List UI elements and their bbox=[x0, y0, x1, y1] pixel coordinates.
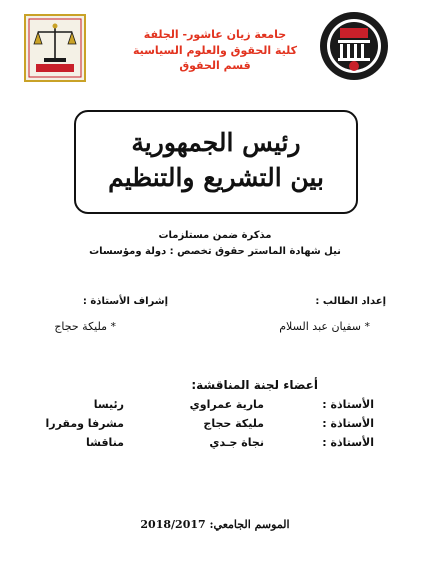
member-title: الأستاذة : bbox=[322, 436, 374, 449]
prepared-by-label: إعداد الطالب : bbox=[315, 296, 386, 307]
member-name: مليكة حجاج bbox=[203, 417, 264, 430]
memo-line2: نيل شهادة الماستر حقوق تخصص : دولة ومؤسسات bbox=[89, 246, 341, 257]
member-role: مناقشا bbox=[86, 436, 124, 449]
university-seal-icon bbox=[318, 10, 390, 82]
member-title: الأستاذة : bbox=[322, 398, 374, 411]
committee-row bbox=[44, 398, 374, 414]
university-name: جامعة زيان عاشور- الجلفة bbox=[143, 28, 287, 41]
title-frame bbox=[74, 110, 358, 214]
member-role: مشرفا ومقررا bbox=[45, 417, 124, 430]
faculty-emblem-icon bbox=[24, 14, 86, 82]
supervision-label: إشراف الأستاذة : bbox=[82, 296, 168, 307]
member-name: نجاة جـدي bbox=[209, 436, 264, 449]
faculty-name: كلية الحقوق والعلوم السياسية bbox=[132, 44, 298, 57]
member-role: رئيسا bbox=[93, 398, 124, 411]
committee-title: أعضاء لجنة المناقشة: bbox=[191, 378, 318, 392]
member-name: مارية عمراوي bbox=[189, 398, 264, 411]
thesis-title-line1: رئيس الجمهورية bbox=[131, 128, 301, 157]
committee-row bbox=[44, 436, 374, 452]
student-name: * سفيان عبد السلام bbox=[279, 320, 370, 333]
thesis-title-line2: بين التشريع والتنظيم bbox=[108, 163, 324, 192]
department-name: قسم الحقوق bbox=[179, 59, 251, 72]
supervisor-name: * مليكة حجاج bbox=[54, 320, 116, 333]
member-title: الأستاذة : bbox=[322, 417, 374, 430]
committee-row bbox=[44, 417, 374, 433]
memo-line1: مذكرة ضمن مستلزمات bbox=[158, 230, 272, 241]
academic-year: الموسم الجامعي: 2018/2017 bbox=[140, 518, 290, 531]
